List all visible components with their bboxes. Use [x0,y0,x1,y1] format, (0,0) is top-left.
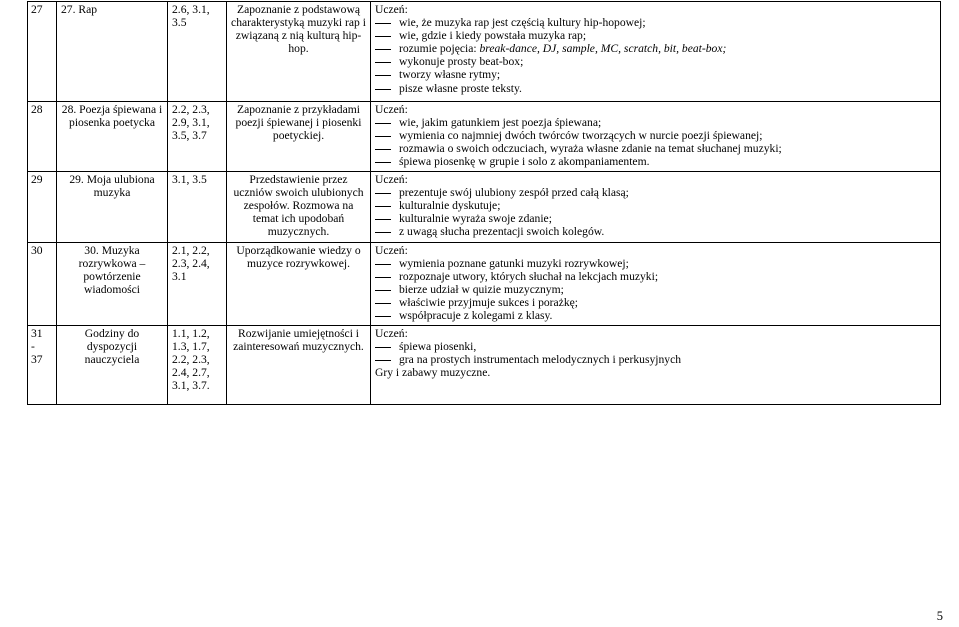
achievements-label: Uczeń: [375,327,408,340]
lesson-number: 29 [28,172,57,243]
table-row [28,326,941,405]
lesson-number: 30 [28,243,57,326]
achievement-item: gra na prostych instrumentach melodycznych i perkusyjnych [375,353,936,366]
achievement-item: wie, gdzie i kiedy powstała muzyka rap; [375,29,936,42]
table-row [28,243,941,326]
achievement-item: wie, że muzyka rap jest częścią kultury hip-hopowej; [375,16,936,29]
page-number: 5 [936,609,943,623]
achievements-label: Uczeń: [375,103,408,116]
achievement-item: bierze udział w quizie muzycznym; [375,283,936,296]
core-requirements: 2.2, 2.3, 2.9, 3.1, 3.5, 3.7 [168,102,227,172]
table-row [28,102,941,172]
achievements-cell [371,326,941,405]
achievement-item: współpracuje z kolegami z klasy. [375,309,936,322]
lesson-goals: Przedstawienie przez uczniów swoich ulubionych zespołów. Rozmowa na temat ich upodobań muzycznych. [227,172,371,243]
core-requirements: 3.1, 3.5 [168,172,227,243]
lesson-topic: 29. Moja ulubiona muzyka [57,172,168,243]
lesson-topic: 27. Rap [57,2,168,102]
achievements-cell [371,172,941,243]
achievements-cell [371,243,941,326]
achievement-item: wykonuje prosty beat-box; [375,55,936,68]
achievement-item: tworzy własne rytmy; [375,68,936,81]
achievement-item: z uwagą słucha prezentacji swoich kolegów. [375,225,936,238]
core-requirements: 1.1, 1.2, 1.3, 1.7, 2.2, 2.3, 2.4, 2.7, 3.1, 3.7. [168,326,227,405]
concepts-list: break-dance, DJ, sample, MC, scratch, bit, beat-box; [479,42,727,56]
achievement-item: kulturalnie dyskutuje; [375,199,936,212]
table-row [28,2,941,102]
achievement-item: kulturalnie wyraża swoje zdanie; [375,212,936,225]
achievement-item: właściwie przyjmuje sukces i porażkę; [375,296,936,309]
lesson-number: 27 [28,2,57,102]
achievement-item: śpiewa piosenki, [375,340,936,353]
lesson-goals: Zapoznanie z podstawową charakterystyką muzyki rap i związaną z nią kulturą hip-hop. [227,2,371,102]
lesson-goals: Rozwijanie umiejętności i zainteresowań muzycznych. [227,326,371,405]
achievement-item: rozpoznaje utwory, których słuchał na lekcjach muzyki; [375,270,936,283]
achievements-cell [371,2,941,102]
table-row [28,172,941,243]
lesson-number-start: 31 [31,327,43,340]
lesson-number [28,326,57,405]
core-requirements: 2.1, 2.2, 2.3, 2.4, 3.1 [168,243,227,326]
achievement-item: śpiewa piosenkę w grupie i solo z akompaniamentem. [375,155,936,168]
achievement-item: wie, jakim gatunkiem jest poezja śpiewana; [375,116,936,129]
achievements-label: Uczeń: [375,3,408,16]
achievement-item: wymienia poznane gatunki muzyki rozrywkowej; [375,257,936,270]
achievement-item [375,42,936,55]
achievements-label: Uczeń: [375,173,408,186]
core-requirements: 2.6, 3.1, 3.5 [168,2,227,102]
achievement-item: prezentuje swój ulubiony zespół przed całą klasą; [375,186,936,199]
curriculum-table [27,1,941,405]
achievement-item: wymienia co najmniej dwóch twórców tworzących w nurcie poezji śpiewanej; [375,129,936,142]
achievements-cell [371,102,941,172]
lesson-number-end: 37 [31,353,43,367]
lesson-topic: 28. Poezja śpiewana i piosenka poetycka [57,102,168,172]
lesson-goals: Uporządkowanie wiedzy o muzyce rozrywkowej. [227,243,371,326]
achievements-label: Uczeń: [375,244,408,257]
extra-activity: Gry i zabawy muzyczne. [375,366,491,380]
lesson-goals: Zapoznanie z przykładami poezji śpiewanej i piosenki poetyckiej. [227,102,371,172]
lesson-topic: Godziny do dyspozycji nauczyciela [57,326,168,405]
achievement-item: pisze własne proste teksty. [375,82,936,95]
lesson-number: 28 [28,102,57,172]
lesson-topic: 30. Muzyka rozrywkowa – powtórzenie wiadomości [57,243,168,326]
achievement-item: rozmawia o swoich odczuciach, wyraża własne zdanie na temat słuchanej muzyki; [375,142,936,155]
achievement-text: rozumie pojęcia: [399,42,480,56]
lesson-number-dash: - [31,340,35,354]
